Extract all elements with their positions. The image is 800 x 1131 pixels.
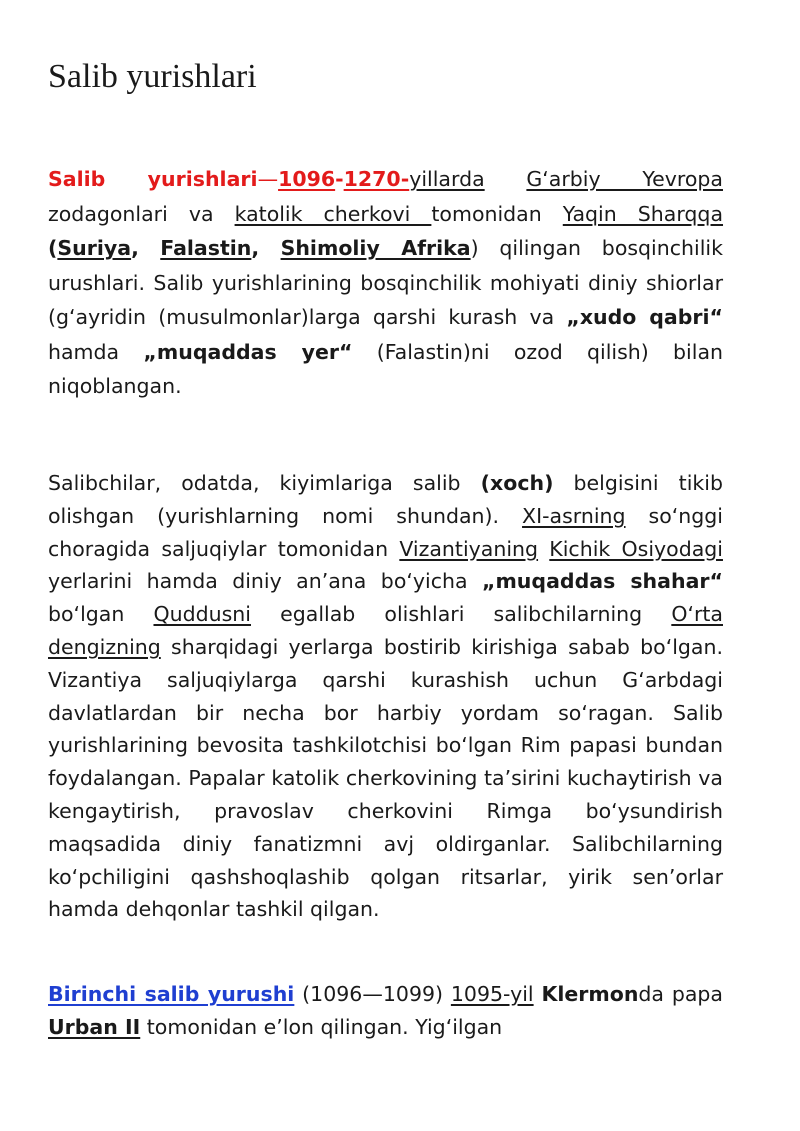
- link-vizantiyaning[interactable]: Vizantiyaning: [399, 536, 539, 561]
- link-year-1270[interactable]: 1270-: [343, 167, 410, 191]
- paragraph-salibchilar: [48, 467, 723, 926]
- text-span: tomonidan e’lon qilingan. Yig‘ilgan: [140, 1015, 503, 1039]
- text-span: so‘nggi choragida saljuqiylar tomonidan: [48, 503, 723, 561]
- link-birinchi-salib-yurushi[interactable]: Birinchi salib yurushi: [48, 982, 295, 1006]
- text-span: (Falastin)ni ozod qilish) bilan niqoblangan.: [48, 339, 723, 398]
- quote-muqaddas-shahar: „muqaddas shahar“: [481, 569, 723, 594]
- link-yaqin-sharqqa[interactable]: Yaqin Sharqqa: [562, 201, 724, 226]
- text-span: yerlarini hamda diniy an’ana bo‘yicha: [48, 569, 482, 594]
- page-title: Salib yurishlari: [48, 58, 257, 95]
- comma: ,: [131, 236, 161, 260]
- link-yillarda[interactable]: yillarda: [409, 167, 485, 191]
- text-span: belgisini tikib olishgan (yurishlarning nomi shundan).: [48, 471, 723, 528]
- text-span: [485, 167, 527, 191]
- term-salib-yurishlari: Salib yurishlari: [48, 167, 258, 191]
- link-katolik-cherkovi[interactable]: katolik cherkovi: [234, 201, 432, 226]
- link-falastin[interactable]: Falastin: [160, 236, 252, 260]
- text-span: hamda: [48, 339, 144, 364]
- text-span: (1096—1099): [294, 982, 451, 1006]
- link-quddusni[interactable]: Quddusni: [153, 602, 251, 627]
- link-urban-ii[interactable]: Urban II: [48, 1015, 141, 1039]
- text-span: ) qilingan bosqinchilik urushlari. Salib yurishlarining bosqinchilik mohiyati diniy shiorlar (g‘ayridin (musulmonlar)larga qarshi kurash va: [48, 236, 723, 329]
- link-suriya[interactable]: Suriya: [57, 236, 132, 260]
- link-kichik-osiyodagi[interactable]: Kichik Osiyodagi: [549, 536, 723, 561]
- text-span: [538, 537, 549, 561]
- link-1095-yil[interactable]: 1095-yil: [450, 982, 534, 1006]
- text-span: egallab olishlari salibchilarning: [251, 602, 672, 627]
- text-span: bo‘lgan: [48, 602, 154, 627]
- term-xoch: (xoch): [480, 471, 554, 495]
- text-span: tomonidan: [431, 201, 563, 226]
- paren-open: (: [48, 236, 58, 260]
- quote-muqaddas-yer: „muqaddas yer“: [143, 339, 353, 364]
- text-span: sharqidagi yerlarga bostirib kirishiga sabab bo‘lgan. Vizantiya saljuqiylarga qarshi kurashish uchun G‘arbdagi davlatlardan bir necha bor harbiy yordam so‘ragan. Salib yurishlarining bevosita tashkilotchisi bo‘lgan Rim papasi bundan foydalangan. Papalar katolik cherkovining ta’sirini kuchaytirish va kengaytirish, pravoslav cherkovini Rimga bo‘ysundirish maqsadida diniy fanatizmni avj oldirganlar. Salibchilarning ko‘pchiligini qashshoqlashib qolgan ritsarlar, yirik sen’orlar hamda dehqonlar tashkil qilgan.: [48, 634, 723, 922]
- text-span: Salibchilar, odatda, kiyimlariga salib: [48, 471, 481, 495]
- text-span: da papa: [638, 982, 723, 1006]
- text-span: zodagonlari va: [48, 201, 235, 226]
- link-xi-asrning[interactable]: XI-asrning: [522, 503, 626, 528]
- hyphen: -: [335, 167, 344, 191]
- link-garbiy-yevropa[interactable]: G‘arbiy Yevropa: [526, 167, 723, 191]
- term-klermon: Klermon: [541, 982, 639, 1006]
- comma: ,: [251, 236, 281, 260]
- quote-xudo-qabri: „xudo qabri“: [566, 305, 723, 329]
- link-year-1096[interactable]: 1096: [278, 167, 336, 191]
- link-shimoliy-afrika[interactable]: Shimoliy Afrika: [280, 236, 471, 260]
- dash: —: [257, 167, 279, 191]
- paragraph-birinchi-salib: [48, 978, 723, 1044]
- link-orta-dengizning[interactable]: O‘rta dengizning: [48, 602, 723, 659]
- paragraph-intro: [48, 162, 723, 404]
